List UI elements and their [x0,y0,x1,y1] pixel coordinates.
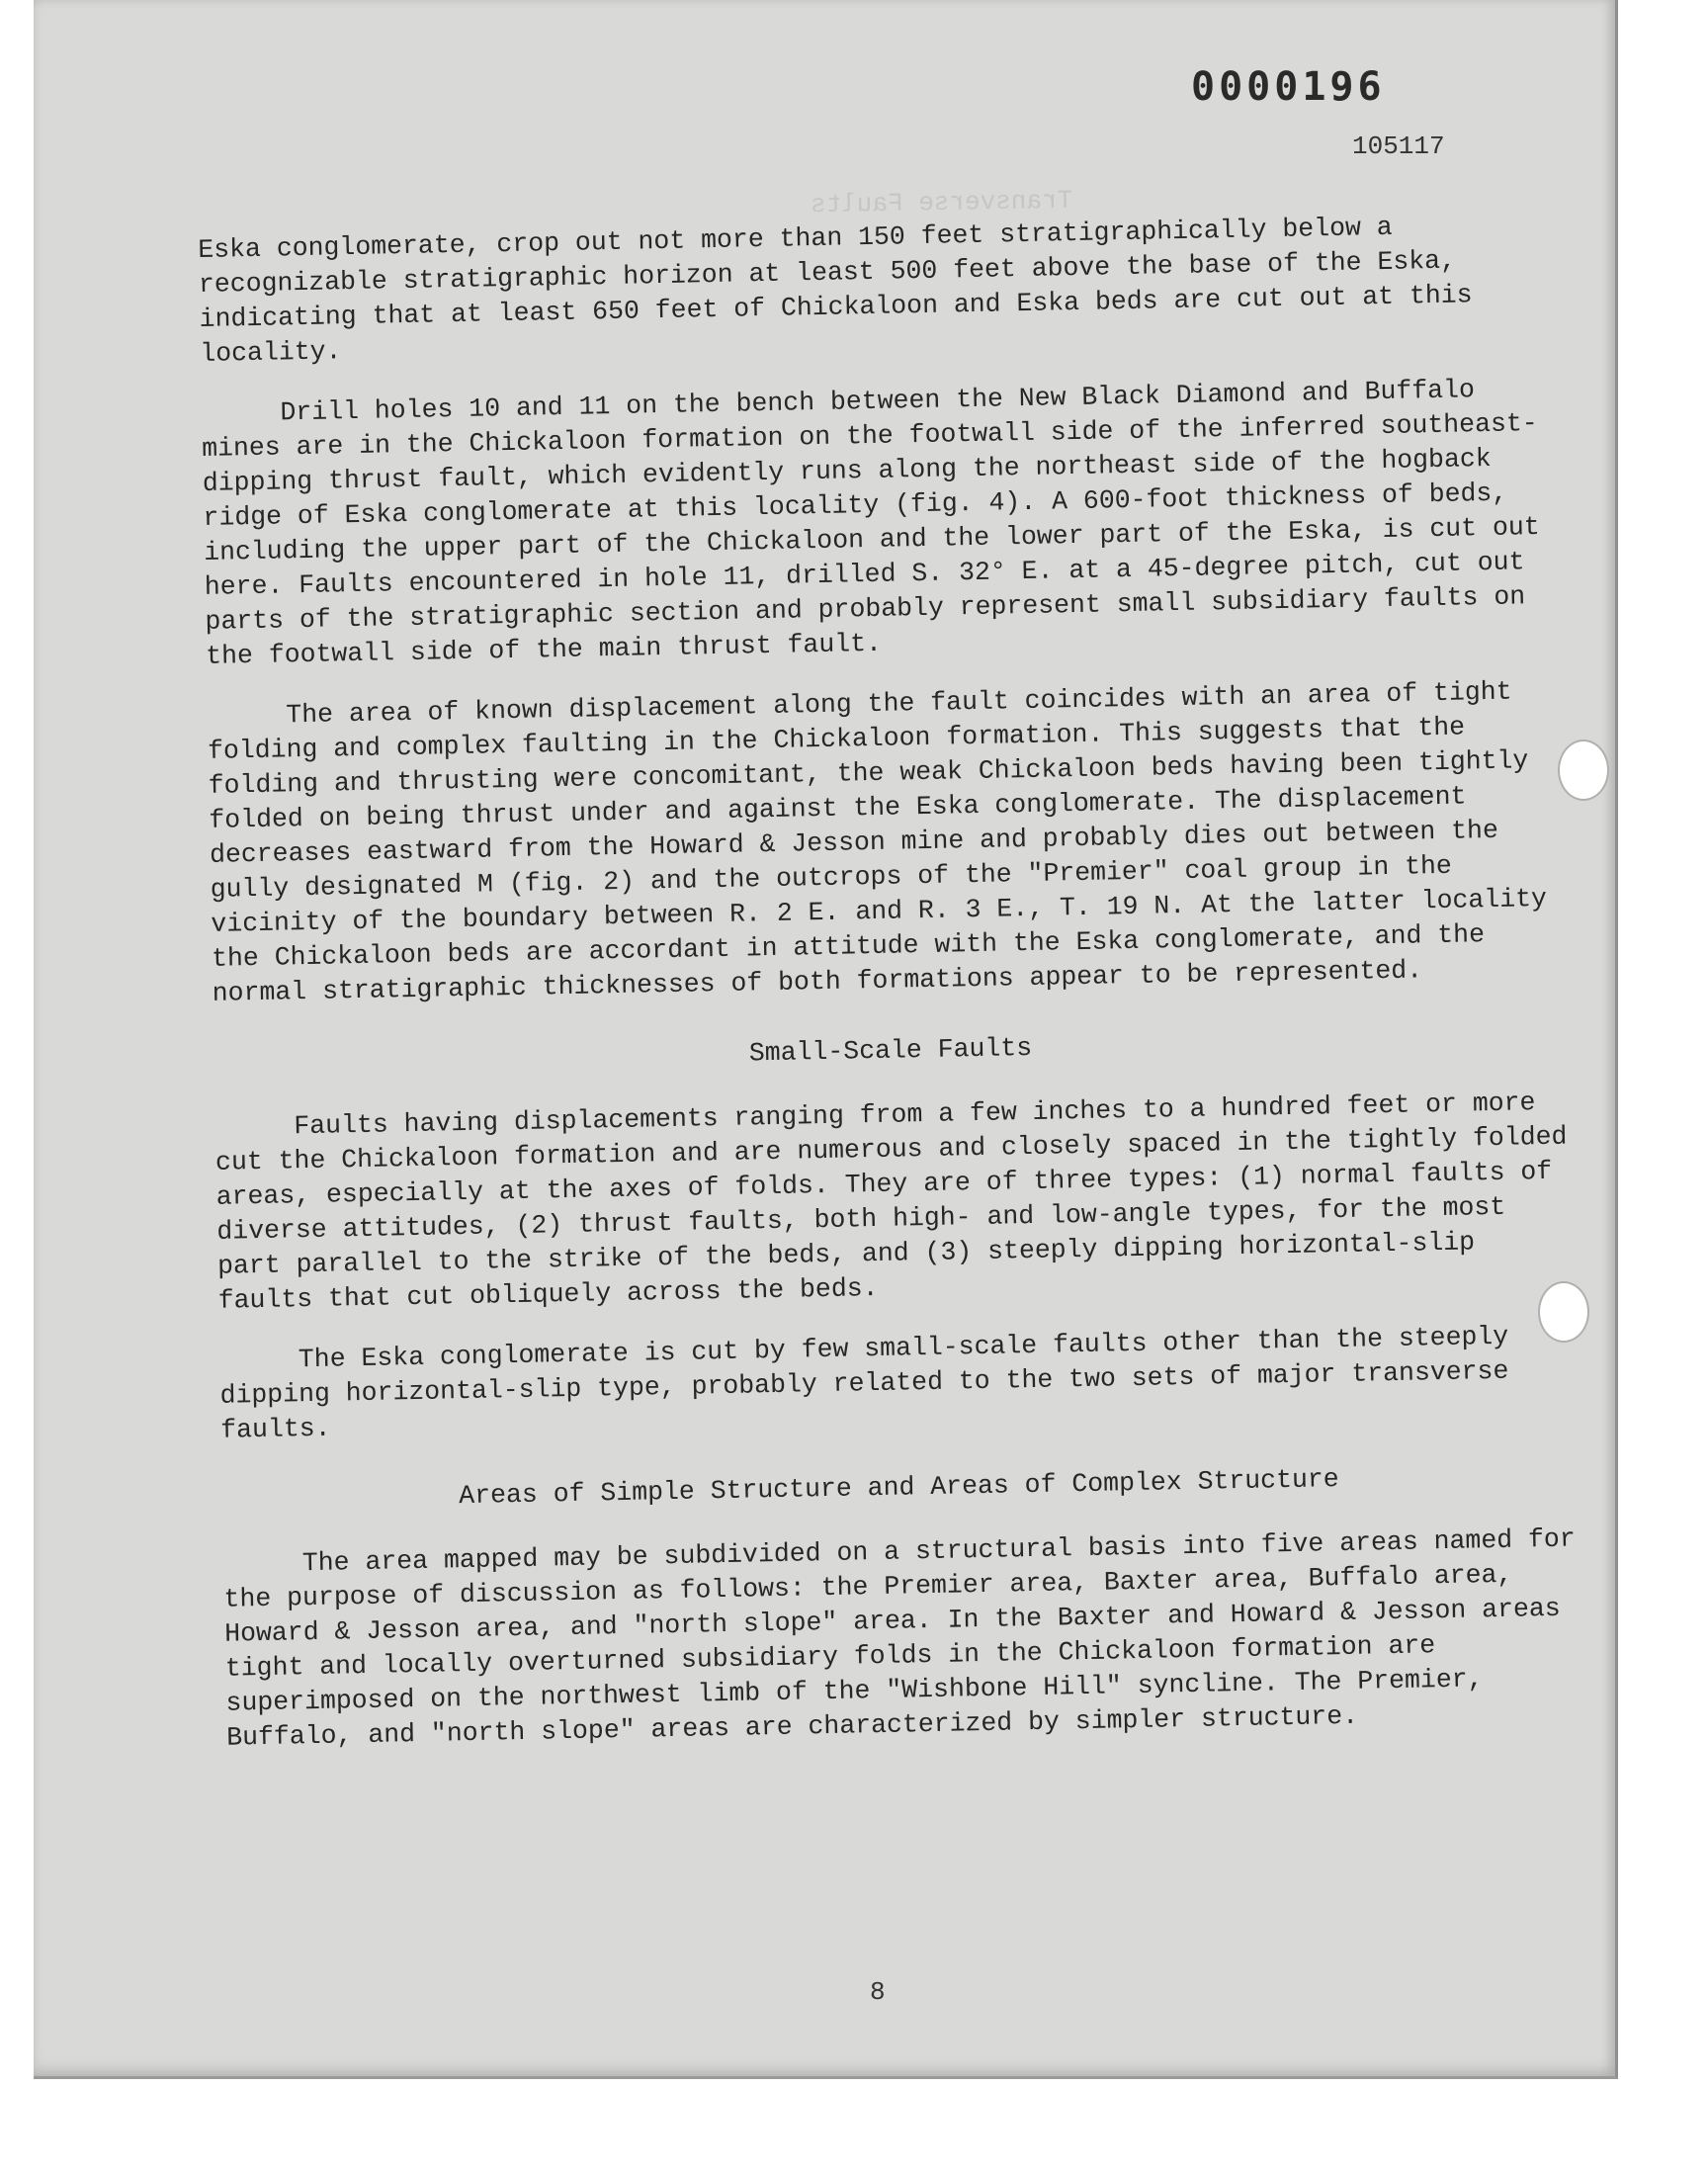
punch-hole-upper [1558,740,1609,801]
paragraph-2: Drill holes 10 and 11 on the bench between the New Black Diamond and Buffalo mines are in the Chickaloon formation on the footwall side of the inferred southeast-dipping thrust fault, which evidently runs along the northeast side of the hogback ridge of Eska conglomerate at this locality (fig. 4). A 600-foot thickness of beds, including the upper part of the Chickaloon and the lower part of the Eska, is cut out here. Faults encountered in hole 11, drilled S. 32° E. at a 45-degree pitch, cut out parts of the stratigraphic section and probably represent small subsidiary faults on the footwall side of the main thrust fault. [201,375,1540,671]
body-text [198,208,1581,1782]
document-id-stamp: 0000196 [1191,64,1386,110]
paragraph-3: The area of known displacement along the fault coincides with an area of tight folding and complex faulting in the Chickaloon formation. This suggests that the folding and thrusting were concomitant, the weak Chickaloon beds having been tightly folded on being thrust under and against the Eska conglomerate. The displacement decreases eastward from the Howard & Jesson mine and probably dies out between the gully designated M (fig. 2) and the outcrops of the "Premier" coal group in the vicinity of the boundary between R. 2 E. and R. 3 E., T. 19 N. At the latter locality the Chickaloon beds are accordant in attitude with the Eska conglomerate, and the normal stratigraphic thicknesses of both formations appear to be represented. [207,676,1548,1008]
page-number: 8 [870,1977,886,2007]
paragraph-6: The area mapped may be subdivided on a structural basis into five areas named for the purpose of discussion as follows: the Premier area, Baxter area, Buffalo area, Howard & Jesson area, and "north slope" area. In the Baxter and Howard & Jesson areas tight and locally overturned subsidiary folds in the Chickaloon formation are superimposed on the northwest limb of the "Wishbone Hill" syncline. The Premier, Buffalo, and "north slope" areas are characterized by simpler structure. [223,1523,1577,1753]
paragraph-4: Faults having displacements ranging from a few inches to a hundred feet or more cut the Chickaloon formation and are numerous and closely spaced in the tightly folded areas, especially at the axes of folds. They are of three types: (1) normal faults of diverse attitudes, (2) thrust faults, both high- and low-angle types, for the most part parallel to the strike of the beds, and (3) steeply dipping horizontal-slip faults that cut obliquely across the beds. [214,1088,1568,1316]
paragraph-1: Eska conglomerate, crop out not more than 150 feet stratigraphically below a recognizable stratigraphic horizon at least 500 feet above the base of the Eska, indicating that at least 650 feet of Chickaloon and Eska beds are cut out at this locality. [198,212,1473,369]
section-heading-areas: Areas of Simple Structure and Areas of Complex Structure [458,1464,1339,1512]
reference-number: 105117 [1352,131,1445,161]
section-heading-small-scale-faults: Small-Scale Faults [748,1032,1033,1069]
bleed-through-heading: Transverse Faults [810,185,1073,220]
paragraph-5: The Eska conglomerate is cut by few small-scale faults other than the steeply dipping horizontal-slip type, probably related to the two sets of major transverse faults. [219,1321,1509,1445]
